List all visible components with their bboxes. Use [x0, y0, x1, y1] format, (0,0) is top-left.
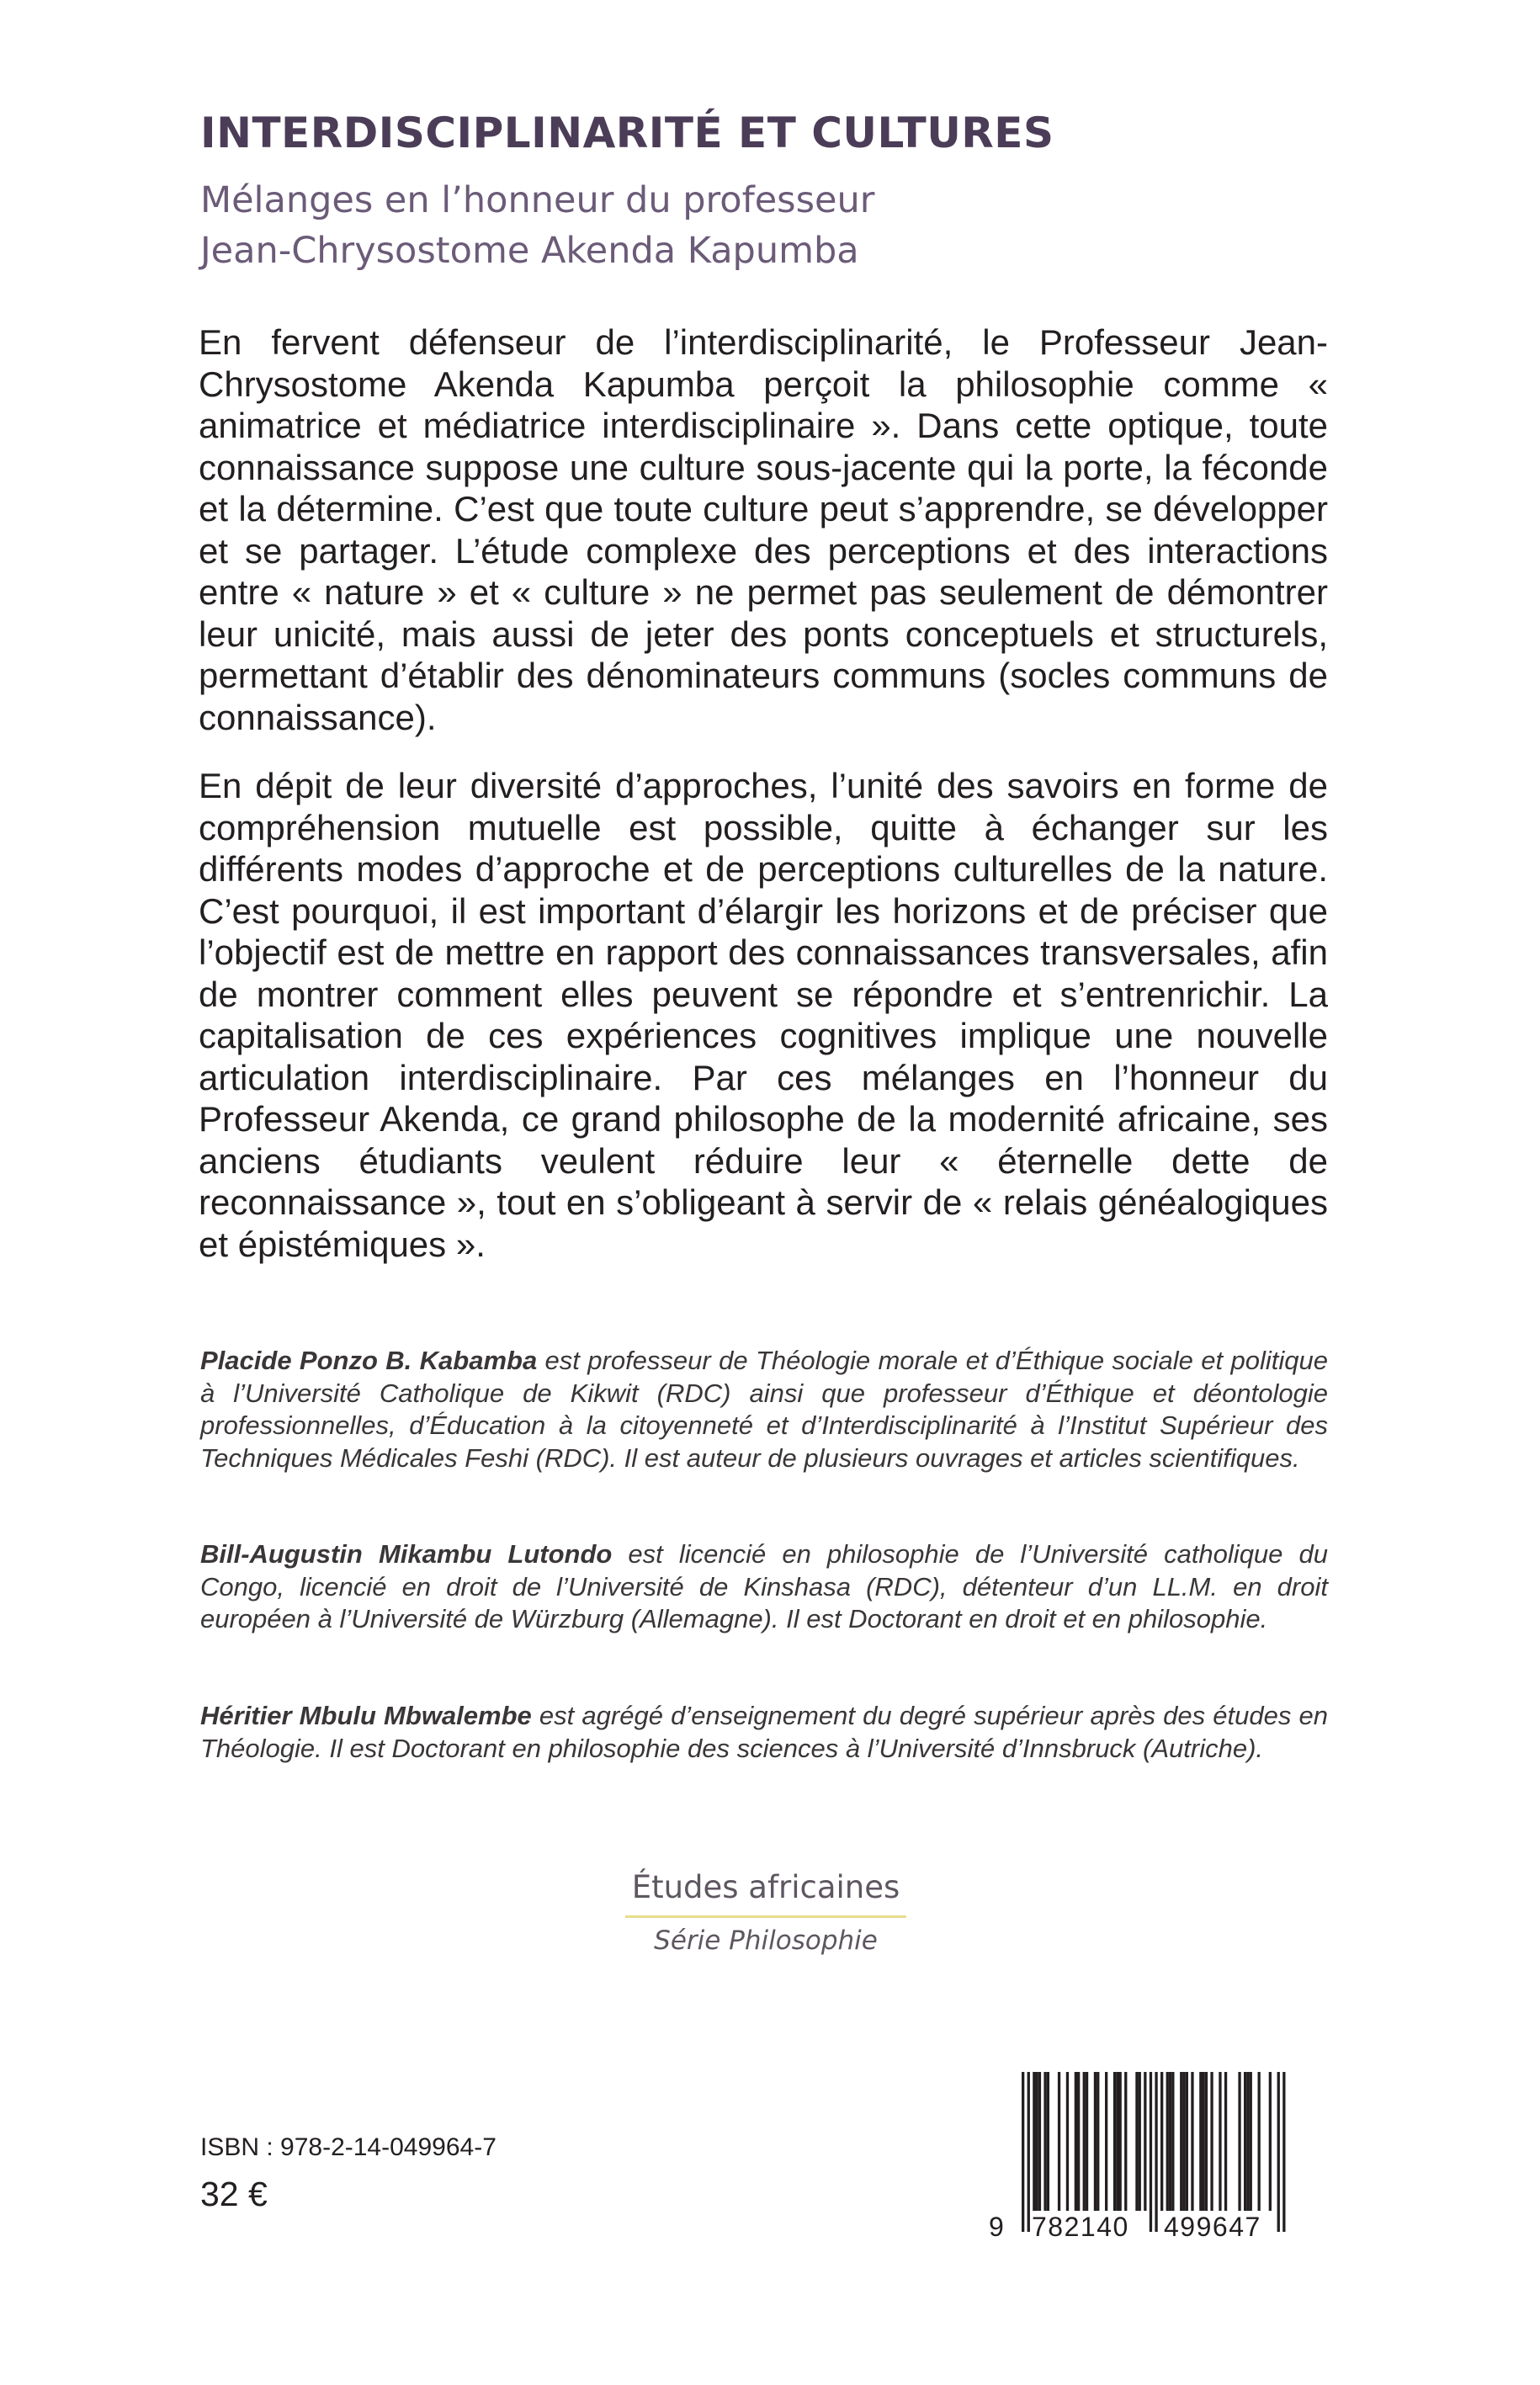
- series-logo: [623, 1868, 909, 1957]
- barcode-bar: [1033, 2072, 1035, 2211]
- barcode-bar: [1224, 2072, 1227, 2211]
- series-subseries: Série Philosophie: [654, 1926, 878, 1956]
- barcode-bar: [1105, 2072, 1107, 2211]
- barcode-bar: [1160, 2072, 1163, 2211]
- barcode-bar: [1058, 2072, 1060, 2211]
- book-subtitle: [200, 175, 874, 276]
- barcode-bar: [1038, 2072, 1041, 2211]
- barcode-guard-bar: [1028, 2072, 1030, 2232]
- price-label: 32 €: [200, 2175, 268, 2213]
- barcode-bar: [1180, 2072, 1182, 2211]
- author-bio-text-3: est agrégé d’enseignement du degré supérieur après des études en Théologie. Il est Doctorant en philosophie des sciences à l’Université d’Innsbruck (Autriche).: [200, 1701, 1328, 1763]
- barcode-bar: [1097, 2072, 1099, 2211]
- barcode-bar: [1144, 2072, 1146, 2211]
- series-divider: [625, 1915, 906, 1918]
- barcode-bar: [1182, 2072, 1185, 2211]
- barcode-bar: [1139, 2072, 1141, 2211]
- barcode-bar: [1135, 2072, 1138, 2211]
- barcode-bar: [1199, 2072, 1202, 2211]
- barcode-bar: [1077, 2072, 1080, 2211]
- barcode-bar: [1210, 2072, 1213, 2211]
- barcode-bar: [1171, 2072, 1174, 2211]
- subtitle-line-2: Jean-Chrysostome Akenda Kapumba: [200, 230, 859, 272]
- barcode-right-digits: 499647: [1164, 2212, 1261, 2242]
- barcode-bar: [1086, 2072, 1088, 2211]
- barcode-bar: [1244, 2072, 1246, 2211]
- barcode-bar: [1250, 2072, 1252, 2211]
- barcode-guard-bar: [1282, 2072, 1285, 2232]
- barcode-bar: [1269, 2072, 1272, 2211]
- barcode-bar: [1119, 2072, 1122, 2211]
- summary-paragraph-1: En fervent défenseur de l’interdisciplinarité, le Professeur Jean-Chrysostome Akenda Kapumba perçoit la philosophie comme « animatrice et médiatrice interdisciplinaire ». Dans cette optique, toute connaissance suppose une culture sous-jacente qui la porte, la féconde et la détermine. C’est que toute culture peut s’apprendre, se développer et se partager. L’étude complexe des perceptions et des interactions entre « nature » et « culture » ne permet pas seulement de démontrer leur unicité, mais aussi de jeter des ponts conceptuels et structurels, permettant d’établir des dénominateurs communs (socles communs de connaissance).: [199, 322, 1328, 737]
- barcode-bar: [1036, 2072, 1038, 2211]
- summary-paragraph-2: En dépit de leur diversité d’approches, l’unité des savoirs en forme de compréhension mutuelle est possible, quitte à échanger sur les différents modes d’approche et de perceptions culturelles de la nature. C’est pourquoi, il est important d’élargir les horizons et de préciser que l’objectif est de mettre en rapport des connaissances transversales, afin de montrer comment elles peuvent se répondre et s’entrenrichir. La capitalisation de ces expériences cognitives implique une nouvelle articulation interdisciplinaire. Par ces mélanges en l’honneur du Professeur Akenda, ce grand philosophe de la modernité africaine, ses anciens étudiants veulent réduire leur « éternelle dette de reconnaissance », tout en s’obligeant à servir de « relais généalogiques et épistémiques ».: [199, 766, 1328, 1264]
- barcode-guard-bar: [1155, 2072, 1157, 2232]
- subtitle-line-1: Mélanges en l’honneur du professeur: [200, 179, 875, 221]
- barcode-bar: [1203, 2072, 1205, 2211]
- book-title: INTERDISCIPLINARITÉ ET CULTURES: [200, 109, 1054, 157]
- barcode-bar: [1116, 2072, 1118, 2211]
- barcode-lead-digit: 9: [989, 2212, 1006, 2242]
- isbn-label: ISBN : 978-2-14-049964-7: [200, 2133, 497, 2161]
- barcode-bar: [1258, 2072, 1261, 2211]
- author-bio-3: [200, 1700, 1328, 1765]
- author-name-3: Héritier Mbulu Mbwalembe: [200, 1701, 532, 1730]
- barcode-bar: [1075, 2072, 1077, 2211]
- author-bio-1: [200, 1345, 1328, 1474]
- barcode: [985, 2067, 1321, 2248]
- barcode-bar: [1043, 2072, 1046, 2211]
- author-name-1: Placide Ponzo B. Kabamba: [200, 1346, 538, 1375]
- barcode-bar: [1066, 2072, 1069, 2211]
- barcode-bar: [1219, 2072, 1221, 2211]
- author-bio-2: [200, 1538, 1328, 1636]
- author-bio-text-1: est professeur de Théologie morale et d’Éthique sociale et politique à l’Université Catholique de Kikwit (RDC) ainsi que professeur d’Éthique et déontologie professionnelles, d’Éducation à la citoyenneté et d’Interdisciplinarité à l’Institut Supérieur des Techniques Médicales Feshi (RDC). Il est auteur de plusieurs ouvrages et articles scientifiques.: [200, 1346, 1328, 1473]
- barcode-bar: [1166, 2072, 1169, 2211]
- barcode-guard-bar: [1150, 2072, 1152, 2232]
- barcode-bar: [1169, 2072, 1171, 2211]
- barcode-left-digits: 782140: [1032, 2212, 1129, 2242]
- barcode-bar: [1238, 2072, 1240, 2211]
- barcode-bar: [1083, 2072, 1086, 2211]
- series-name: Études africaines: [631, 1869, 900, 1905]
- author-name-2: Bill-Augustin Mikambu Lutondo: [200, 1539, 613, 1569]
- barcode-bar: [1246, 2072, 1249, 2211]
- barcode-bar: [1191, 2072, 1193, 2211]
- barcode-bar: [1205, 2072, 1208, 2211]
- barcode-bar: [1113, 2072, 1116, 2211]
- barcode-guard-bar: [1277, 2072, 1280, 2232]
- barcode-bar: [1047, 2072, 1049, 2211]
- barcode-bar: [1186, 2072, 1188, 2211]
- barcode-bar: [1124, 2072, 1127, 2211]
- barcode-bar: [1094, 2072, 1097, 2211]
- barcode-guard-bar: [1022, 2072, 1024, 2232]
- author-bio-text-2: est licencié en philosophie de l’Université catholique du Congo, licencié en droit de l’Université de Kinshasa (RDC), détenteur d’un LL.M. en droit européen à l’Université de Würzburg (Allemagne). Il est Doctorant en droit et en philosophie.: [200, 1539, 1328, 1633]
